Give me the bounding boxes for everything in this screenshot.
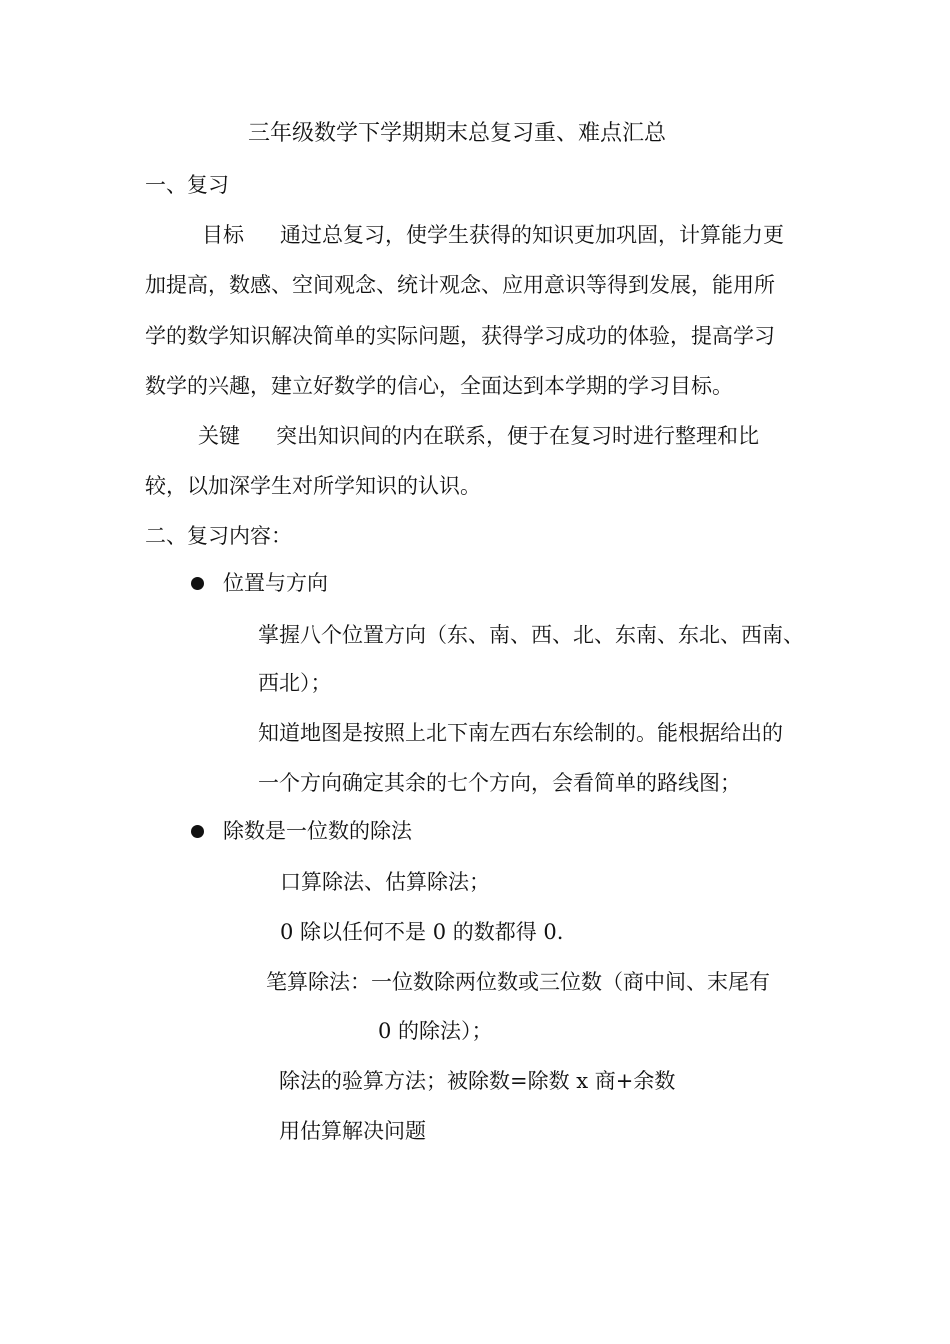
key-paragraph-line-1 bbox=[198, 421, 759, 451]
key-text: 突出知识间的内在联系，便于在复习时进行整理和比 bbox=[276, 424, 759, 448]
goal-paragraph-line-4: 数学的兴趣，建立好数学的信心，全面达到本学期的学习目标。 bbox=[145, 374, 733, 398]
key-paragraph-line-2: 较，以加深学生对所学知识的认识。 bbox=[145, 474, 481, 498]
bullet-icon bbox=[191, 825, 204, 838]
section-heading-content: 二、复习内容： bbox=[145, 524, 292, 548]
document-title: 三年级数学下学期期末总复习重、难点汇总 bbox=[248, 121, 667, 146]
bullet-line: 西北）； bbox=[258, 671, 332, 695]
bullet-line: 除法的验算方法；被除数=除数 x 商+余数 bbox=[279, 1069, 676, 1093]
goal-text: 通过总复习，使学生获得的知识更加巩固，计算能力更 bbox=[280, 223, 784, 247]
bullet-line: 掌握八个位置方向（东、南、西、北、东南、东北、西南、 bbox=[258, 623, 804, 647]
goal-paragraph-line-1 bbox=[202, 220, 784, 250]
goal-paragraph-line-2: 加提高，数感、空间观念、统计观念、应用意识等得到发展，能用所 bbox=[145, 273, 775, 297]
goal-paragraph-line-3: 学的数学知识解决简单的实际问题，获得学习成功的体验，提高学习 bbox=[145, 324, 775, 348]
key-label: 关键 bbox=[198, 424, 240, 448]
goal-label: 目标 bbox=[202, 223, 244, 247]
bullet-icon bbox=[191, 577, 204, 590]
section-heading-review: 一、复习 bbox=[145, 173, 229, 197]
bullet-line: 一个方向确定其余的七个方向，会看简单的路线图； bbox=[258, 771, 741, 795]
bullet-line: 0 除以任何不是 0 的数都得 0. bbox=[280, 920, 564, 944]
bullet-line: 0 的除法）； bbox=[378, 1019, 493, 1043]
bullet-title-division: 除数是一位数的除法 bbox=[223, 819, 412, 843]
bullet-title-position-direction: 位置与方向 bbox=[223, 571, 328, 595]
bullet-line: 口算除法、估算除法； bbox=[280, 870, 490, 894]
bullet-line: 用估算解决问题 bbox=[279, 1119, 426, 1143]
bullet-line: 笔算除法：一位数除两位数或三位数（商中间、末尾有 bbox=[266, 970, 770, 994]
bullet-line: 知道地图是按照上北下南左西右东绘制的。能根据给出的 bbox=[258, 721, 783, 745]
